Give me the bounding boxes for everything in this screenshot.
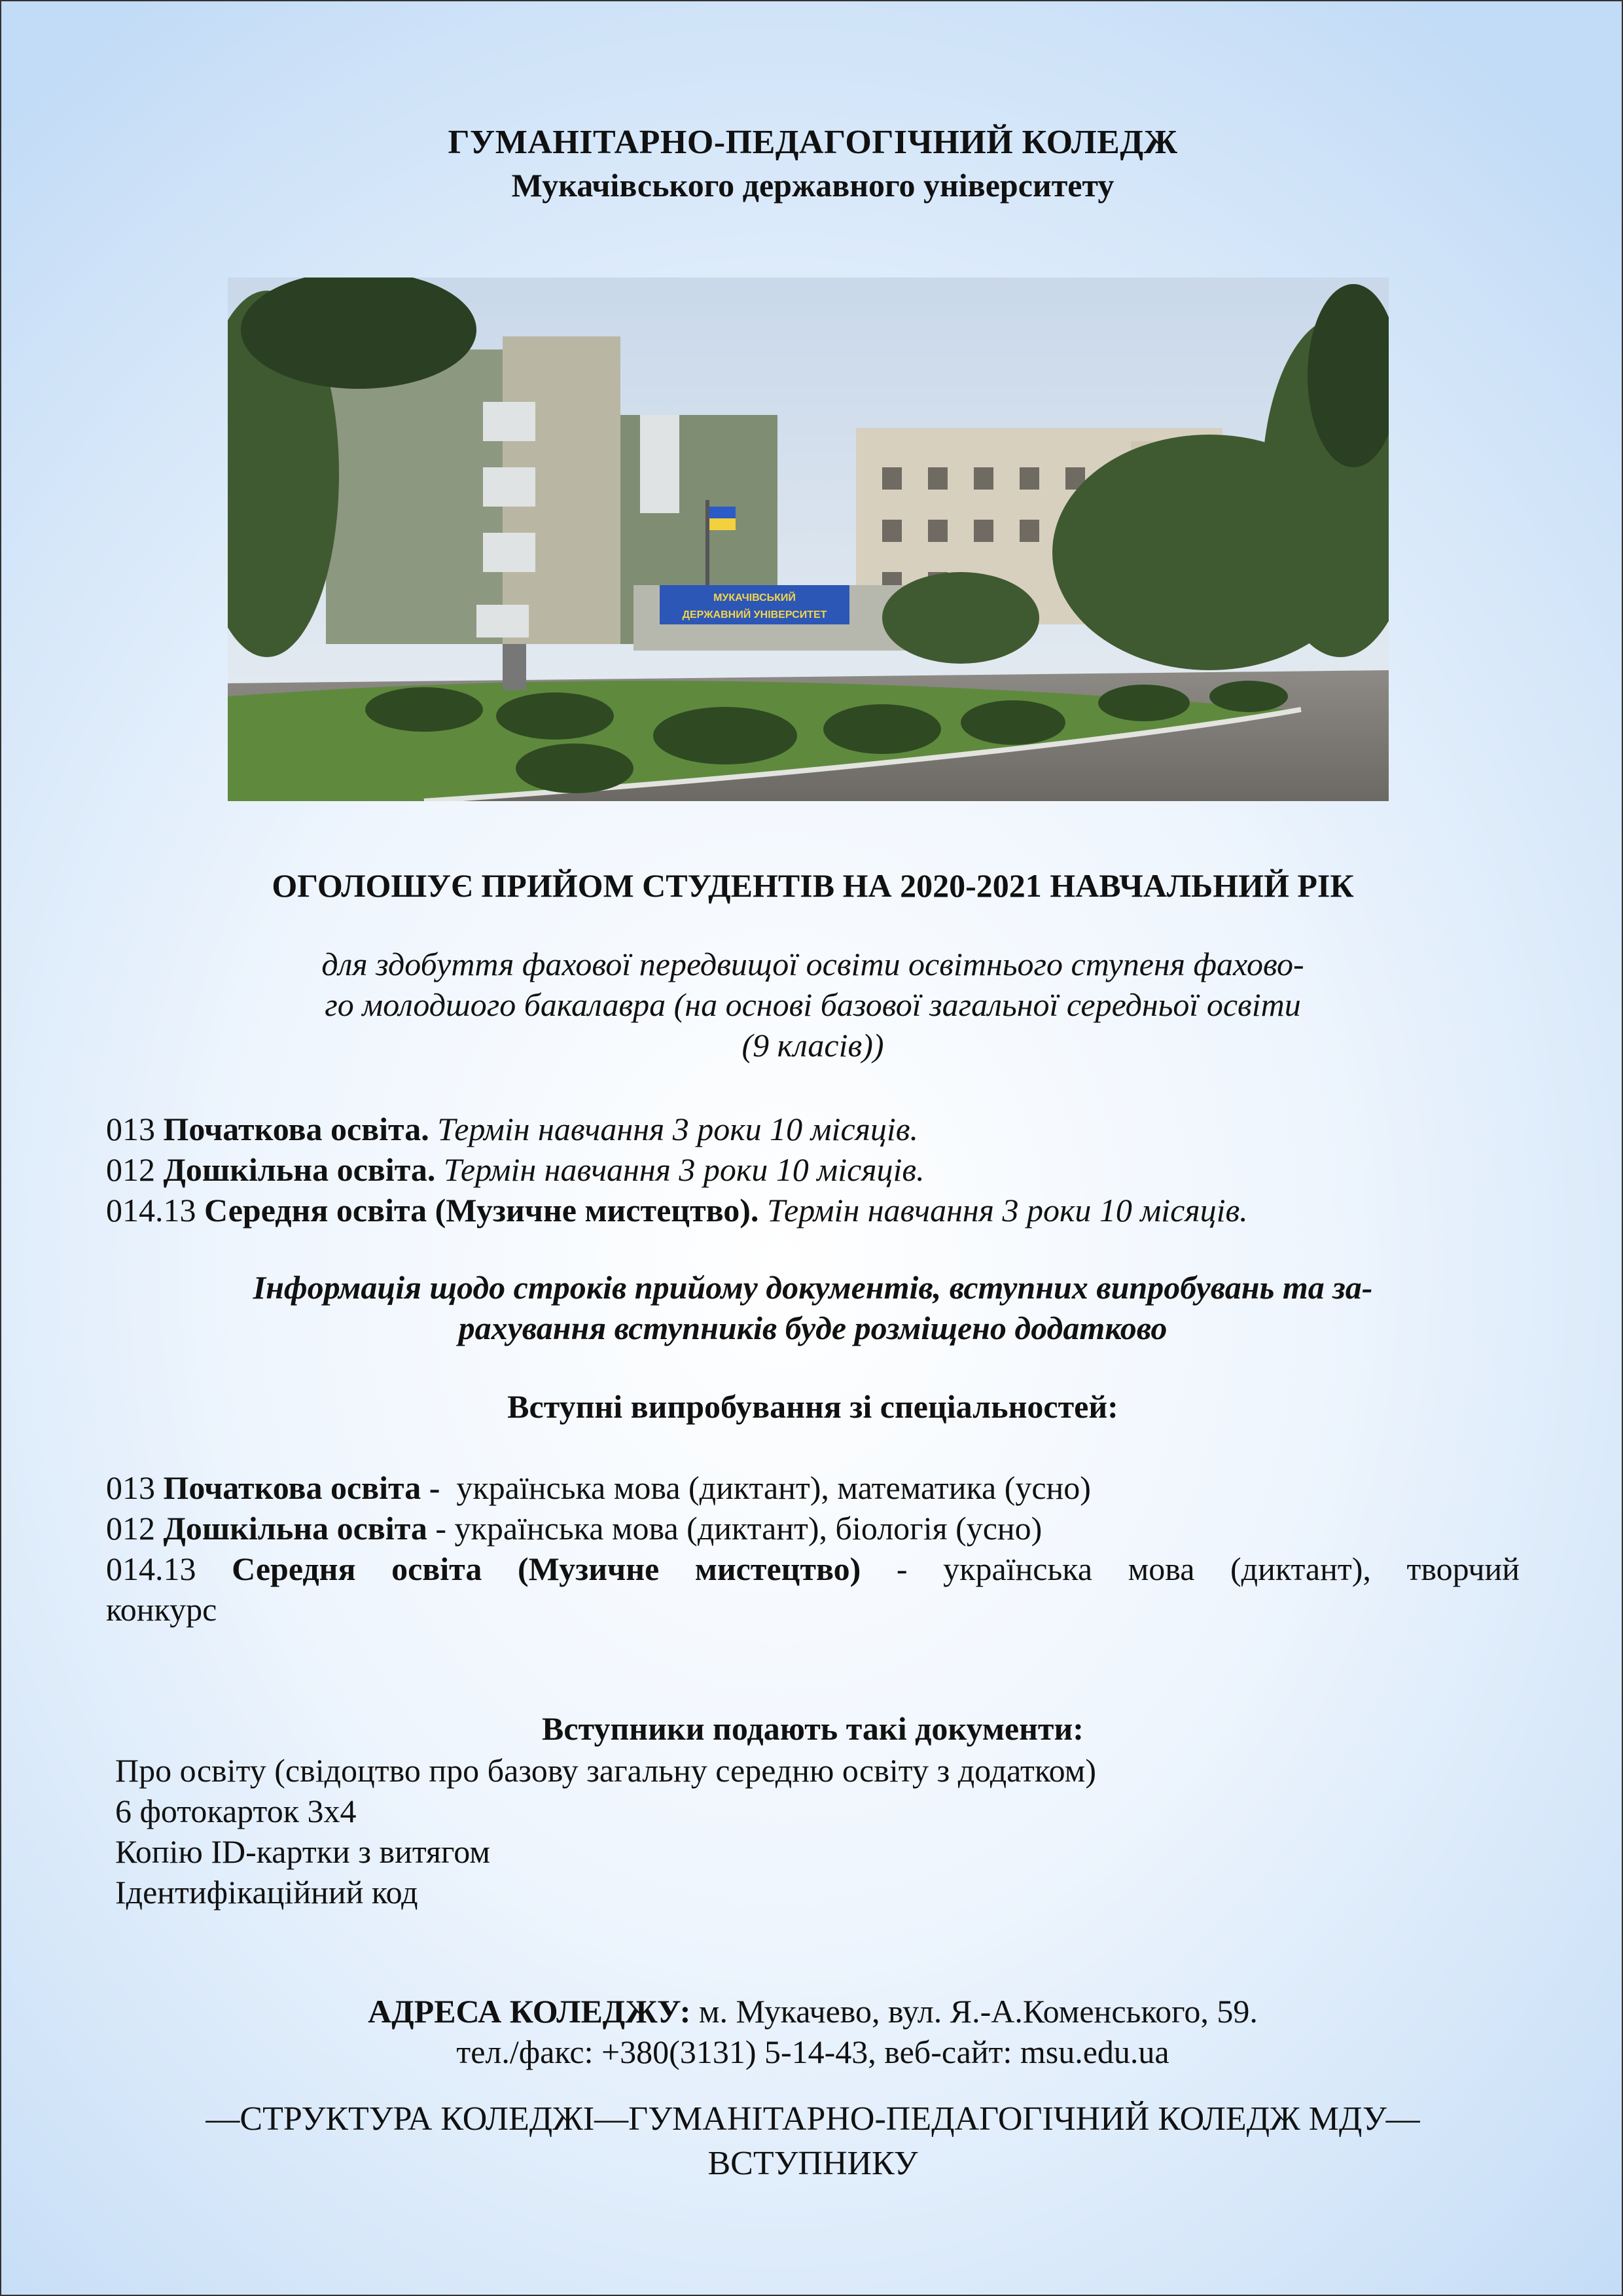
specialty-term: Термін навчання 3 роки 10 місяців. — [443, 1151, 925, 1188]
exam-specialty: Початкова освіта - — [163, 1469, 440, 1506]
description-line: (9 класів)) — [741, 1027, 884, 1064]
specialty-code: 012 — [106, 1151, 155, 1188]
exam-code: 012 — [106, 1510, 155, 1547]
footer-line: ВСТУПНИКУ — [707, 2145, 918, 2182]
address-label: АДРЕСА КОЛЕДЖУ: — [368, 1993, 691, 2030]
specialty-term: Термін навчання 3 роки 10 місяців. — [437, 1111, 918, 1147]
specialty-name: Дошкільна освіта. — [163, 1151, 436, 1188]
documents-list — [115, 1750, 1096, 1912]
document-item: Копію ID-картки з витягом — [115, 1833, 490, 1870]
description-line: го молодшого бакалавра (на основі базової загальної середньої освіти — [325, 986, 1301, 1023]
exam-item — [106, 1549, 1520, 1589]
exam-item — [106, 1467, 1520, 1508]
contacts-line: тел./факс: +380(3131) 5-14-43, веб-сайт: msu.edu.ua — [456, 2034, 1169, 2070]
exam-subjects: українська мова (диктант), математика (усно) — [456, 1469, 1091, 1506]
document-item: 6 фотокарток 3х4 — [115, 1793, 357, 1829]
specialty-code: 014.13 — [106, 1192, 196, 1229]
admission-announcement: ОГОЛОШУЄ ПРИЙОМ СТУДЕНТІВ НА 2020-2021 НАВЧАЛЬНИЙ РІК — [272, 867, 1354, 904]
documents-heading: Вступники подають такі документи: — [542, 1710, 1084, 1747]
exam-code: 014.13 — [106, 1551, 196, 1587]
exam-specialty: Дошкільна освіта — [163, 1510, 427, 1547]
footer-breadcrumb — [113, 2097, 1513, 2186]
info-line: Інформація щодо строків прийому документів, вступних випробувань та за- — [253, 1269, 1373, 1306]
document-item: Про освіту (свідоцтво про базову загальну середню освіту з додатком) — [115, 1752, 1096, 1789]
specialty-term: Термін навчання 3 роки 10 місяців. — [766, 1192, 1248, 1229]
exam-specialty: Середня освіта (Музичне мистецтво) — [232, 1551, 861, 1587]
document-item: Ідентифікаційний код — [115, 1874, 418, 1910]
exam-code: 013 — [106, 1469, 155, 1506]
college-title: ГУМАНІТАРНО-ПЕДАГОГІЧНИЙ КОЛЕДЖ — [448, 124, 1178, 161]
address-text: м. Мукачево, вул. Я.-А.Коменського, 59. — [698, 1993, 1258, 2030]
education-description — [224, 944, 1402, 1066]
specialty-name: Середня освіта (Музичне мистецтво). — [204, 1192, 759, 1229]
exam-item — [106, 1508, 1520, 1549]
footer-line: —СТРУКТУРА КОЛЕДЖІ—ГУМАНІТАРНО-ПЕДАГОГІЧНИЙ КОЛЕДЖ МДУ— — [205, 2100, 1420, 2138]
exam-item-continuation: конкурс — [106, 1591, 217, 1628]
specialties-list — [106, 1109, 1248, 1230]
info-notice — [191, 1267, 1435, 1348]
college-building-photo — [228, 278, 1389, 801]
exams-heading: Вступні випробування зі спеціальностей: — [507, 1388, 1118, 1425]
exam-subjects: - українська мова (диктант), біологія (усно) — [435, 1510, 1043, 1547]
exams-list — [106, 1467, 1520, 1630]
specialty-item — [106, 1149, 1248, 1190]
specialty-item — [106, 1109, 1248, 1149]
specialty-code: 013 — [106, 1111, 155, 1147]
specialty-name: Початкова освіта. — [163, 1111, 429, 1147]
building-sign-line1: МУКАЧІВСЬКИЙ — [713, 592, 796, 603]
building-sign-line2: ДЕРЖАВНИЙ УНІВЕРСИТЕТ — [682, 609, 827, 620]
specialty-item — [106, 1190, 1248, 1230]
university-subtitle: Мукачівського державного університету — [511, 167, 1115, 204]
exam-subjects: - українська мова (диктант), творчий — [896, 1551, 1520, 1587]
college-address — [1, 1991, 1623, 2072]
address-line — [1, 1991, 1623, 2032]
info-line: рахування вступників буде розміщено додатково — [458, 1310, 1168, 1346]
description-line: для здобуття фахової передвищої освіти освітнього ступеня фахово- — [321, 946, 1304, 982]
